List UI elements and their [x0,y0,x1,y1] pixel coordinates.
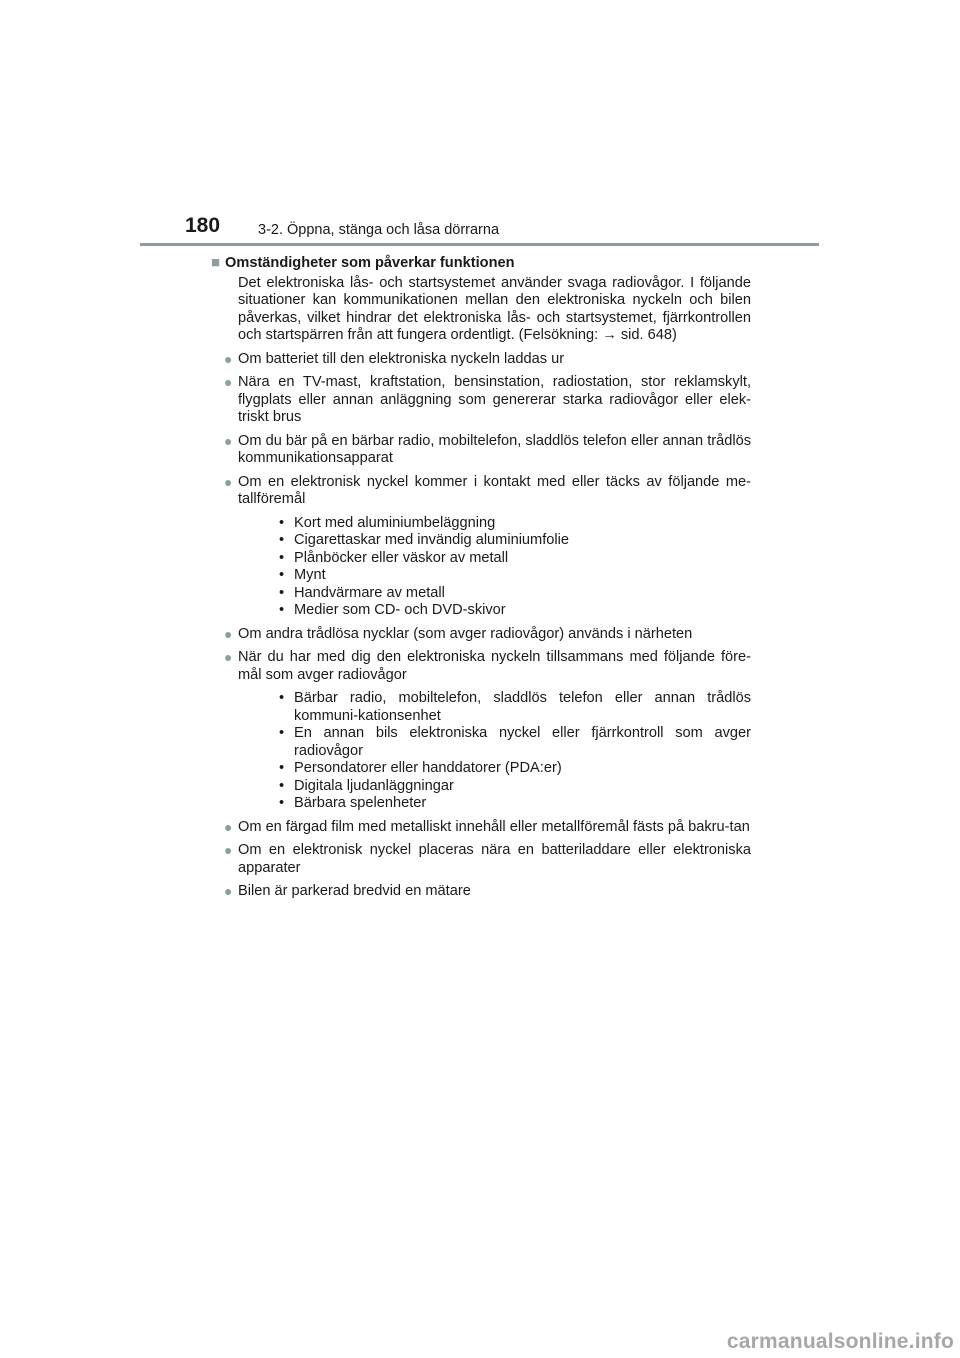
sub-list [238,690,751,813]
header-divider [140,243,819,246]
page-header [0,0,960,250]
sub-item-text: Plånböcker eller väskor av metall [294,549,509,566]
sub-item-text: Bärbar radio, mobiltelefon, sladdlös telefon eller annan trådlös kommuni-kationsenhet [294,690,751,724]
bullet-text: Om batteriet till den elektroniska nyckeln laddas ur [238,350,565,367]
bullet-item [211,433,751,468]
square-bullet-icon: ■ [211,254,221,271]
sub-item-text: Kort med aluminiumbeläggning [294,514,496,531]
bullet-text: Nära en TV-mast, kraftstation, bensinstation, radiostation, stor reklamskylt, flygplats eller annan anläggning som genererar starka radiovågor eller elek-triskt brus [238,374,751,425]
bullet-item [211,842,751,877]
sub-bullet-icon: • [279,795,285,811]
sub-item-text: Medier som CD- och DVD-skivor [294,602,506,618]
bullet-item [211,649,751,813]
bullet-item [211,474,751,620]
sub-list-item [279,550,751,568]
sub-list [238,515,751,620]
sub-item-text: Handvärmare av metall [294,584,445,601]
sub-bullet-icon: • [279,514,285,531]
bullet-text: Bilen är parkerad bredvid en mätare [238,883,471,899]
bullet-item [211,374,751,427]
round-bullet-icon: ● [224,374,233,390]
sub-bullet-icon: • [279,777,285,794]
sub-item-text: Digitala ljudanläggningar [294,777,454,794]
round-bullet-icon: ● [224,649,233,665]
section-heading [211,254,751,273]
sub-list-item [279,515,751,533]
page-number: 180 [185,214,221,237]
sub-item-text: Cigarettaskar med invändig aluminiumfolie [294,532,569,548]
sub-bullet-icon: • [279,760,285,776]
page-content [211,254,751,901]
sub-bullet-icon: • [279,532,285,548]
round-bullet-icon: ● [224,350,233,367]
section-heading-text: Omständigheter som påverkar funktionen [225,255,515,271]
bullet-text: När du har med dig den elektroniska nyckeln tillsammans med följande före-mål som avger radiovågor [238,649,751,683]
bullet-item [211,883,751,901]
bullet-list [211,351,751,901]
bullet-item [211,351,751,369]
sub-item-text: Bärbara spelenheter [294,795,427,811]
sub-item-text: Mynt [294,567,326,583]
round-bullet-icon: ● [224,883,233,899]
sub-list-item [279,690,751,725]
bullet-text: Om en elektronisk nyckel kommer i kontakt med eller täcks av följande me-tallföremål [238,473,751,507]
round-bullet-icon: ● [224,432,233,449]
sub-list-item [279,725,751,760]
bullet-item [211,819,751,837]
bullet-item [211,626,751,644]
sub-list-item [279,602,751,620]
sub-bullet-icon: • [279,602,285,618]
footer-watermark: carmanualsonline.info [726,1330,954,1353]
sub-bullet-icon: • [279,549,285,566]
sub-list-item [279,778,751,796]
sub-list-item [279,760,751,778]
sub-list-item [279,795,751,813]
bullet-text: Om andra trådlösa nycklar (som avger radiovågor) används i närheten [238,625,693,642]
round-bullet-icon: ● [224,842,233,858]
bullet-text: Om du bär på en bärbar radio, mobiltelefon, sladdlös telefon eller annan trådlös kommunikationsapparat [238,432,751,466]
intro-paragraph: Det elektroniska lås- och startsystemet använder svaga radiovågor. I följande situationer kan kommunikationen mellan den elektroniska nyckeln och bilen påverkas, vilket hindrar det elektroniska lås- och startsystemet, fjärrkontrollen och startspärren från att fungera ordentligt. (Felsökning: → sid. 648) [238,274,751,343]
sub-list-item [279,585,751,603]
sub-list-item [279,532,751,550]
sub-list-item [279,567,751,585]
sub-bullet-icon: • [279,690,285,706]
bullet-text: Om en elektronisk nyckel placeras nära en batteriladdare eller elektroniska apparater [238,842,751,876]
sub-bullet-icon: • [279,567,285,583]
chapter-title: 3-2. Öppna, stänga och låsa dörrarna [258,222,500,238]
round-bullet-icon: ● [224,473,233,490]
sub-item-text: En annan bils elektroniska nyckel eller fjärrkontroll som avger radiovågor [294,725,751,759]
sub-item-text: Persondatorer eller handdatorer (PDA:er) [294,760,562,776]
bullet-text: Om en färgad film med metalliskt innehåll eller metallföremål fästs på bakru-tan [238,818,750,835]
sub-bullet-icon: • [279,584,285,601]
sub-bullet-icon: • [279,725,285,741]
round-bullet-icon: ● [224,818,233,835]
round-bullet-icon: ● [224,625,233,642]
